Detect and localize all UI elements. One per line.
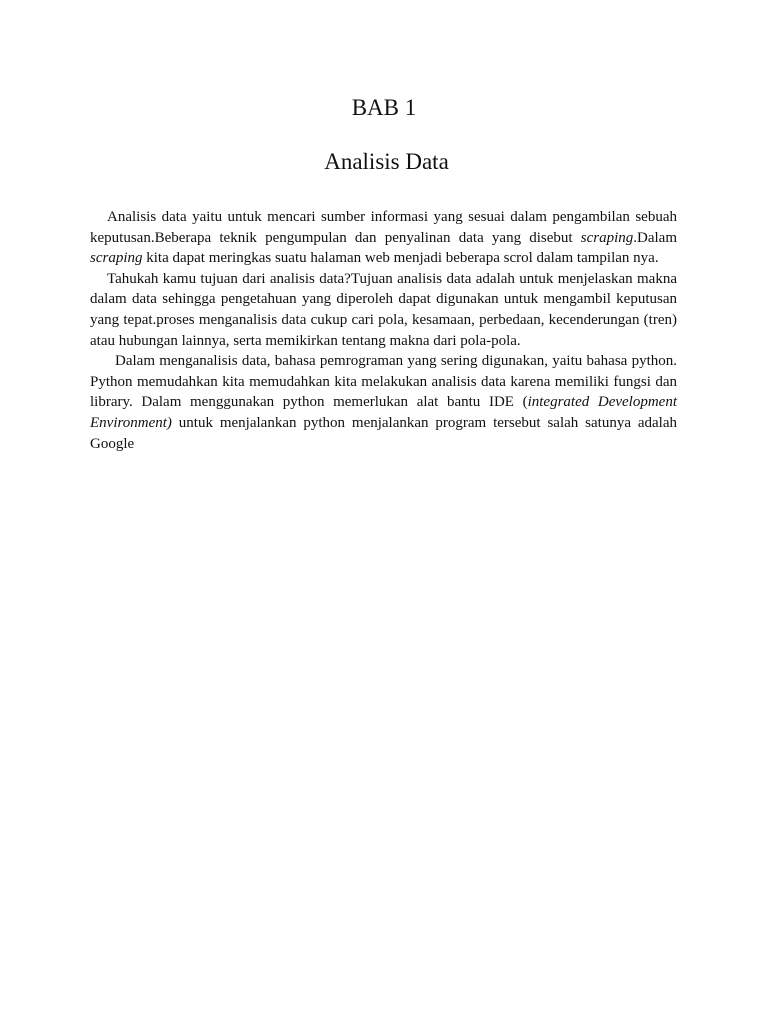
- paragraph-3-italic: integrated Development Environment): [90, 394, 677, 431]
- chapter-heading: BAB 1: [351, 95, 417, 120]
- paragraph-1: [90, 207, 677, 269]
- paragraph-2: Tahukah kamu tujuan dari analisis data?Tujuan analisis data adalah untuk menjelaskan makna dalam data sehingga pengetahuan yang diperoleh dapat digunakan untuk mengambil keputusan yang tepat.proses menganalisis data cukup cari pola, kesamaan, perbedaan, kecenderungan (tren) atau hubungan lainnya, serta memikirkan tentang makna dari pola-pola.: [90, 270, 677, 349]
- paragraph-3-text-a: Dalam menganalisis data, bahasa pemrograman yang sering digunakan, yaitu bahasa python. Python memudahkan kita memudahkan kita melakukan analisis data karena memiliki fungsi dan library. Dalam menggunakan python memerlukan alat bantu IDE (: [90, 353, 677, 411]
- paragraph-1-italic-2: scraping: [90, 250, 143, 267]
- paragraph-1-text-b: .Dalam: [633, 229, 677, 246]
- section-title: Analisis Data: [324, 149, 449, 174]
- paragraph-3: [90, 351, 677, 454]
- paragraph-1-text-c: kita dapat meringkas suatu halaman web menjadi beberapa scrol dalam tampilan nya.: [142, 250, 659, 267]
- paragraph-3-text-b: untuk menjalankan python menjalankan program tersebut salah satunya adalah Google: [90, 414, 677, 452]
- paragraph-1-text-a: Analisis data yaitu untuk mencari sumber informasi yang sesuai dalam pengambilan sebuah keputusan.Beberapa teknik pengumpulan dan penyalinan data yang disebut: [90, 209, 677, 246]
- body-text: [90, 207, 677, 454]
- paragraph-1-italic-1: scraping: [580, 229, 634, 246]
